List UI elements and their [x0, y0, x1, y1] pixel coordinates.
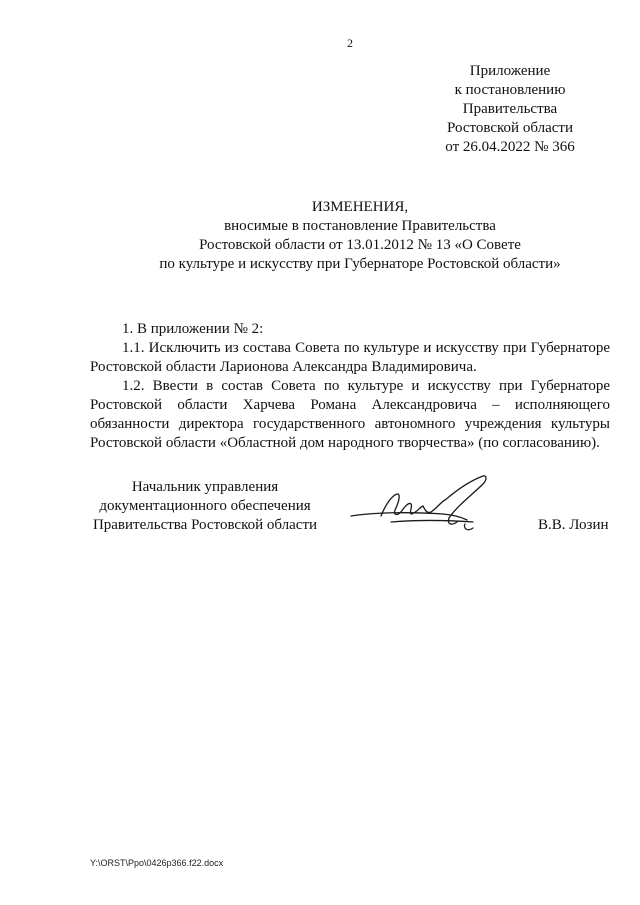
- handwritten-signature: [345, 472, 500, 538]
- file-path-footer: Y:\ORST\Ppo\0426p366.f22.docx: [90, 858, 224, 868]
- appendix-line: к постановлению: [454, 82, 566, 98]
- appendix-line: от 26.04.2022 № 366: [445, 139, 575, 155]
- appendix-line: Правительства: [462, 101, 558, 117]
- signatory-title-line: документационного обеспечения: [99, 498, 311, 514]
- body-item-1-2: 1.2. Ввести в состав Совета по культуре и искусству при Губернаторе Ростовской области Харчева Романа Александровича – исполняющего обязанности директора государственного автономного учреждения культуры Ростовской области «Областной дом народного творчества» (по согласованию).: [90, 378, 610, 451]
- signature-block: [90, 478, 620, 548]
- body-item-1-1: 1.1. Исключить из состава Совета по культуре и искусству при Губернаторе Ростовской области Ларионова Александра Владимировича.: [90, 340, 610, 375]
- appendix-block: [420, 62, 600, 157]
- body-item-1: 1. В приложении № 2:: [122, 321, 264, 337]
- document-heading: [90, 198, 630, 274]
- signatory-name: В.В. Лозин: [538, 517, 609, 533]
- heading-line: по культуре и искусству при Губернаторе Ростовской области»: [159, 256, 561, 272]
- appendix-line: Ростовской области: [447, 120, 573, 136]
- heading-title: ИЗМЕНЕНИЯ,: [311, 199, 409, 215]
- heading-line: вносимые в постановление Правительства: [224, 218, 496, 234]
- document-body: [90, 320, 610, 453]
- signatory-title-line: Правительства Ростовской области: [92, 517, 318, 533]
- signatory-title-line: Начальник управления: [131, 479, 279, 495]
- signatory-title: [90, 478, 320, 535]
- heading-line: Ростовской области от 13.01.2012 № 13 «О Совете: [199, 237, 521, 253]
- appendix-line: Приложение: [469, 63, 551, 79]
- page-number: 2: [347, 36, 353, 50]
